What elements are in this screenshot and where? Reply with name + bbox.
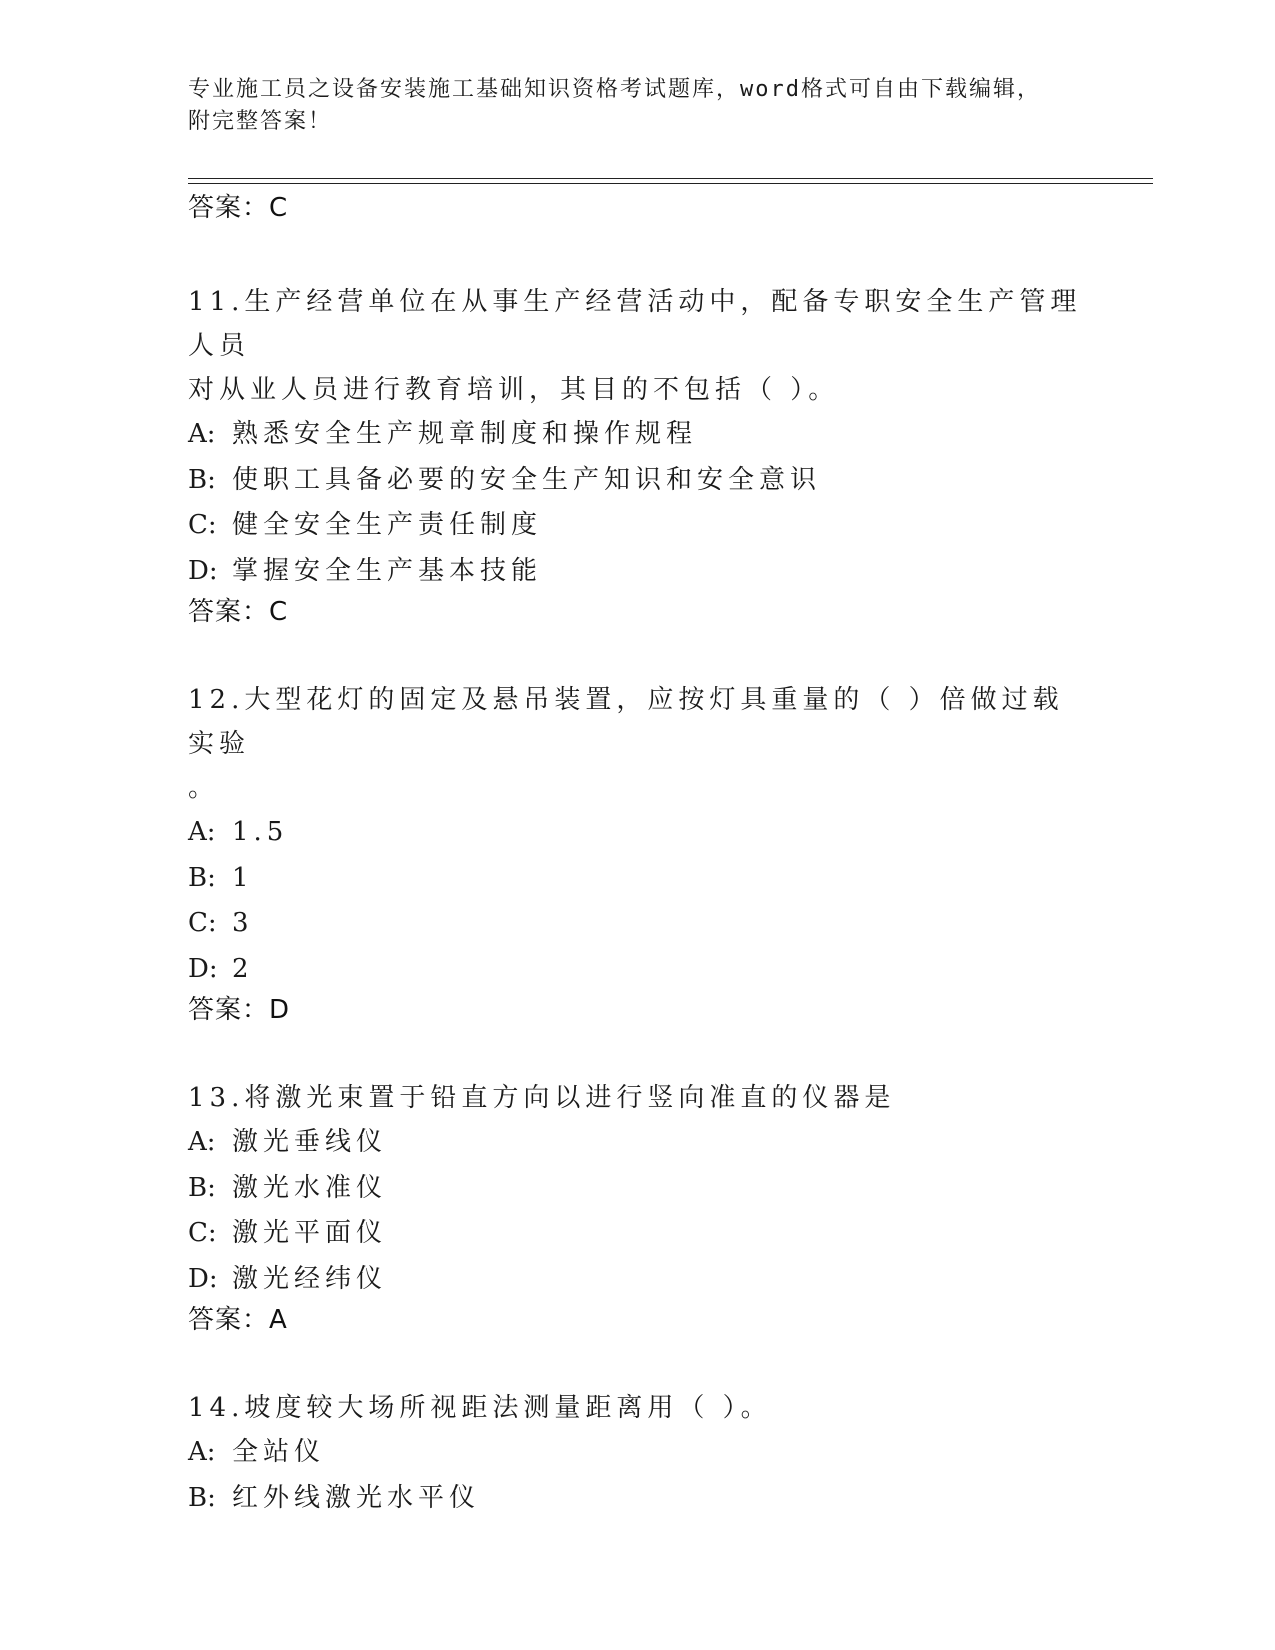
option-b bbox=[188, 1476, 1088, 1522]
question-stem-line: 11.生产经营单位在从事生产经营活动中，配备专职安全生产管理人员 bbox=[188, 287, 1082, 361]
option-text: 1 bbox=[232, 862, 254, 893]
option-text: 使职工具备必要的安全生产知识和安全意识 bbox=[232, 464, 822, 495]
option-d bbox=[188, 549, 1088, 595]
option-c bbox=[188, 901, 1088, 947]
option-text: 熟悉安全生产规章制度和操作规程 bbox=[232, 419, 698, 449]
option-letter: A: bbox=[188, 419, 216, 449]
question-list bbox=[188, 190, 1088, 1521]
option-text: 激光垂线仪 bbox=[232, 1127, 388, 1157]
question-stem-line: 13.将激光束置于铅直方向以进行竖向准直的仪器是 bbox=[188, 1083, 896, 1113]
option-text: 3 bbox=[232, 908, 254, 938]
option-c bbox=[188, 503, 1088, 549]
option-d bbox=[188, 947, 1088, 993]
option-letter: B: bbox=[188, 464, 216, 495]
option-a bbox=[188, 1120, 1088, 1166]
option-letter: C: bbox=[188, 908, 217, 938]
answer: 答案：A bbox=[188, 1305, 288, 1335]
option-d bbox=[188, 1257, 1088, 1303]
option-letter: D: bbox=[188, 555, 218, 586]
option-text: 2 bbox=[232, 953, 254, 984]
option-letter: C: bbox=[188, 510, 217, 540]
option-c bbox=[188, 1211, 1088, 1257]
question-stem-line: 。 bbox=[188, 773, 220, 803]
option-b bbox=[188, 856, 1088, 902]
question-12 bbox=[188, 678, 1088, 1028]
option-text: 激光平面仪 bbox=[232, 1218, 388, 1248]
option-text: 激光水准仪 bbox=[232, 1172, 388, 1203]
option-text: 1.5 bbox=[232, 817, 289, 847]
question-stem-line: 14.坡度较大场所视距法测量距离用（ ）。 bbox=[188, 1393, 772, 1423]
option-text: 健全安全生产责任制度 bbox=[232, 510, 543, 540]
option-letter: A: bbox=[188, 1437, 216, 1467]
question-stem-line: 对从业人员进行教育培训，其目的不包括（ ）。 bbox=[188, 375, 840, 405]
question-11 bbox=[188, 280, 1088, 630]
question-13 bbox=[188, 1076, 1088, 1338]
header-rule-bottom bbox=[188, 183, 1153, 184]
option-text: 掌握安全生产基本技能 bbox=[232, 555, 543, 586]
header-line-1: 专业施工员之设备安装施工基础知识资格考试题库，word格式可自由下载编辑， bbox=[188, 77, 1041, 102]
option-a bbox=[188, 412, 1088, 458]
option-b bbox=[188, 458, 1088, 504]
option-letter: B: bbox=[188, 1172, 216, 1203]
document-header bbox=[188, 74, 1068, 138]
option-text: 激光经纬仪 bbox=[232, 1263, 388, 1294]
option-letter: B: bbox=[188, 862, 216, 893]
option-b bbox=[188, 1166, 1088, 1212]
answer-previous: 答案：C bbox=[188, 193, 289, 223]
option-letter: B: bbox=[188, 1482, 216, 1513]
option-letter: C: bbox=[188, 1218, 217, 1248]
option-a bbox=[188, 810, 1088, 856]
question-stem-line: 12.大型花灯的固定及悬吊装置，应按灯具重量的（ ）倍做过载实验 bbox=[188, 685, 1064, 759]
answer: 答案：D bbox=[188, 995, 291, 1025]
question-14 bbox=[188, 1386, 1088, 1521]
option-letter: D: bbox=[188, 953, 218, 984]
option-a bbox=[188, 1430, 1088, 1476]
header-line-2: 附完整答案！ bbox=[188, 109, 333, 134]
option-text: 红外线激光水平仪 bbox=[232, 1482, 481, 1513]
option-letter: A: bbox=[188, 1127, 216, 1157]
answer: 答案：C bbox=[188, 597, 289, 627]
option-letter: A: bbox=[188, 817, 216, 847]
option-letter: D: bbox=[188, 1263, 218, 1294]
option-text: 全站仪 bbox=[232, 1437, 326, 1467]
header-rule-top bbox=[188, 178, 1153, 179]
